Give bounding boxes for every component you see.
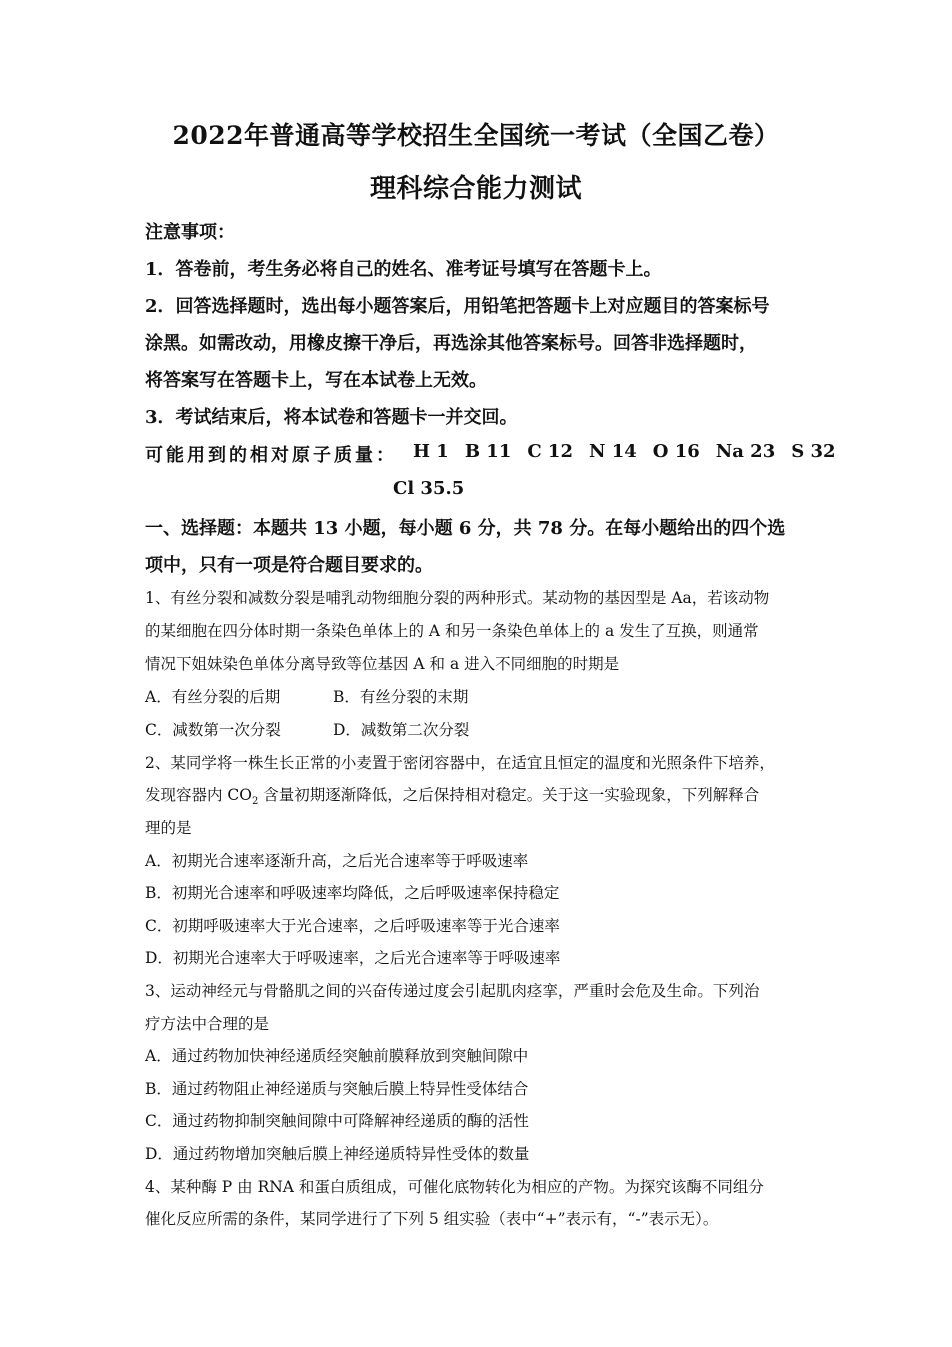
- section1-line1: 一、选择题：本题共 13 小题，每小题 6 分，共 78 分。在每小题给出的四个选: [145, 518, 786, 539]
- atomic-mass-c: C 12: [527, 441, 573, 462]
- section1-line2: 项中，只有一项是符合题目要求的。: [145, 555, 433, 576]
- atomic-mass-b: B 11: [464, 441, 512, 462]
- q4-stem-line2: 催化反应所需的条件，某同学进行了下列 5 组实验（表中“+”表示有，“-”表示无）。: [145, 1210, 719, 1228]
- q3-stem-line2: 疗方法中合理的是: [145, 1015, 270, 1033]
- notice-heading: 注意事项：: [145, 222, 235, 243]
- q2-option-c: C．初期呼吸速率大于光合速率，之后呼吸速率等于光合速率: [145, 917, 560, 935]
- q2-line2-pre: 发现容器内 CO: [145, 786, 252, 804]
- exam-subtitle: 理科综合能力测试: [369, 174, 582, 204]
- q1-option-b: B．有丝分裂的末期: [333, 688, 469, 706]
- q1-stem-line1: 1、有丝分裂和减数分裂是哺乳动物细胞分裂的两种形式。某动物的基因型是 Aa，若该动物: [145, 589, 770, 607]
- q3-option-a: A．通过药物加快神经递质经突触前膜释放到突触间隙中: [145, 1047, 529, 1065]
- co2-subscript: 2: [252, 796, 259, 808]
- notice-item-2-line1: 2．回答选择题时，选出每小题答案后，用铅笔把答题卡上对应题目的答案标号: [145, 296, 770, 317]
- atomic-masses-label: 可能用到的相对原子质量：: [145, 445, 397, 466]
- q1-stem-line3: 情况下姐妹染色单体分离导致等位基因 A 和 a 进入不同细胞的时期是: [145, 655, 620, 673]
- q2-option-b: B．初期光合速率和呼吸速率均降低，之后呼吸速率保持稳定: [145, 884, 560, 902]
- q2-line2-post: 含量初期逐渐降低，之后保持相对稳定。关于这一实验现象，下列解释合: [258, 786, 760, 804]
- notice-item-2-line2: 涂黑。如需改动，用橡皮擦干净后，再选涂其他答案标号。回答非选择题时，: [145, 333, 757, 354]
- q2-stem-line1: 2、某同学将一株生长正常的小麦置于密闭容器中，在适宜且恒定的温度和光照条件下培养，: [145, 754, 775, 772]
- notice-item-3: 3．考试结束后，将本试卷和答题卡一并交回。: [145, 407, 518, 428]
- atomic-mass-s: S 32: [791, 441, 836, 462]
- notice-item-2-line3: 将答案写在答题卡上，写在本试卷上无效。: [145, 370, 487, 391]
- q1-stem-line2: 的某细胞在四分体时期一条染色单体上的 A 和另一条染色单体上的 a 发生了互换，则通常: [145, 622, 759, 640]
- q3-option-b: B．通过药物阻止神经递质与突触后膜上特异性受体结合: [145, 1080, 529, 1098]
- atomic-mass-na: Na 23: [715, 441, 776, 462]
- q1-option-d: D．减数第二次分裂: [333, 721, 470, 739]
- q2-stem-line2: [145, 783, 759, 807]
- q1-option-c: C．减数第一次分裂: [145, 721, 281, 739]
- q2-option-a: A．初期光合速率逐渐升高，之后光合速率等于呼吸速率: [145, 852, 529, 870]
- atomic-mass-o: O 16: [652, 441, 700, 462]
- atomic-masses-line: [145, 441, 836, 467]
- q3-option-d: D．通过药物增加突触后膜上神经递质特异性受体的数量: [145, 1145, 530, 1163]
- atomic-mass-cl: Cl 35.5: [393, 478, 465, 499]
- exam-title: 2022年普通高等学校招生全国统一考试（全国乙卷）: [172, 121, 780, 150]
- q3-stem-line1: 3、运动神经元与骨骼肌之间的兴奋传递过度会引起肌肉痉挛，严重时会危及生命。下列治: [145, 982, 760, 1000]
- atomic-mass-h: H 1: [413, 441, 449, 462]
- q2-option-d: D．初期光合速率大于呼吸速率，之后光合速率等于呼吸速率: [145, 949, 561, 967]
- q3-option-c: C．通过药物抑制突触间隙中可降解神经递质的酶的活性: [145, 1112, 529, 1130]
- q4-stem-line1: 4、某种酶 P 由 RNA 和蛋白质组成，可催化底物转化为相应的产物。为探究该酶不同组分: [145, 1178, 764, 1196]
- atomic-mass-n: N 14: [589, 441, 637, 462]
- q1-option-a: A．有丝分裂的后期: [145, 688, 281, 706]
- notice-item-1: 1．答卷前，考生务必将自己的姓名、准考证号填写在答题卡上。: [145, 259, 662, 280]
- q2-stem-line3: 理的是: [145, 819, 192, 837]
